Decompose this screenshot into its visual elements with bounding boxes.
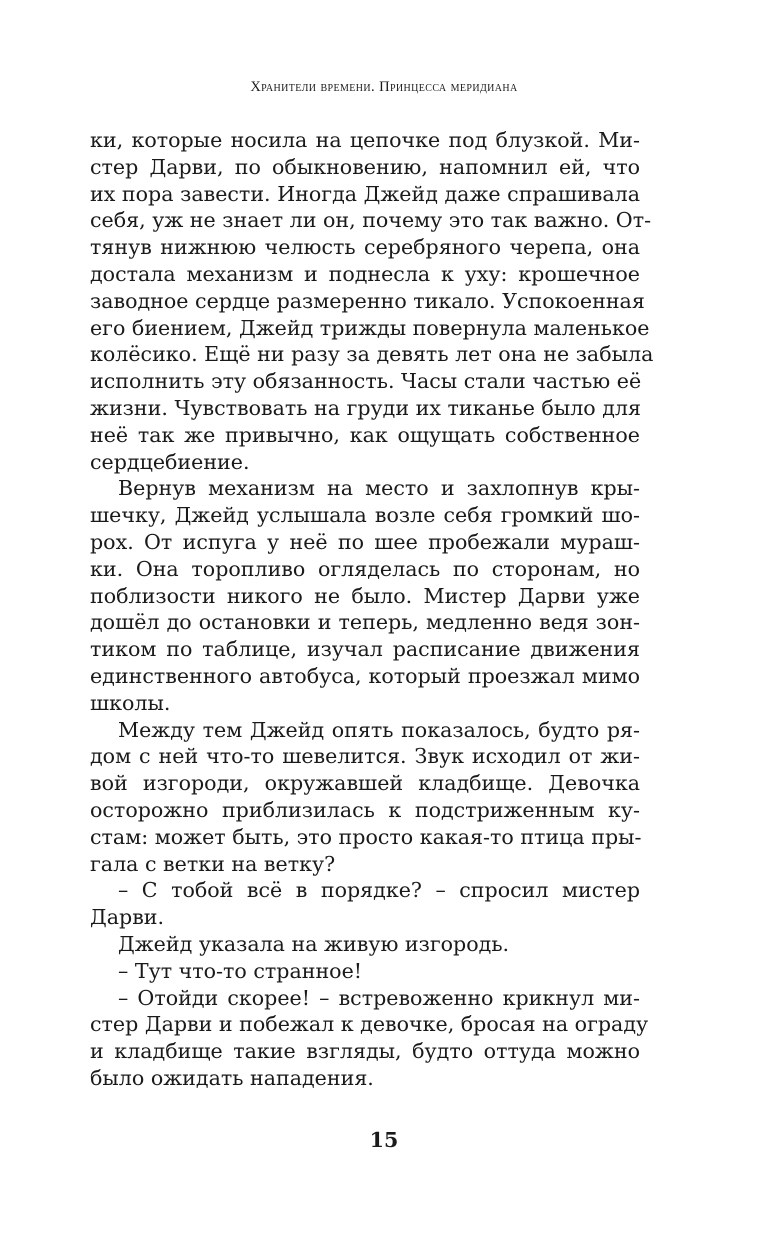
text-line: ки. Она торопливо огляделась по сторонам, но (90, 556, 640, 581)
text-line: поблизости никого не было. Мистер Дарви уже (90, 583, 640, 608)
text-line: тянув нижнюю челюсть серебряного черепа, она (90, 235, 640, 260)
text-line: сердцебиение. (90, 449, 250, 474)
text-line: колёсико. Ещё ни разу за девять лет она не забыла (90, 342, 654, 367)
text-line: неё так же привычно, как ощущать собственное (90, 422, 640, 447)
text-line: рох. От испуга у неё по шее пробежали мураш- (90, 529, 640, 554)
text-line: ки, которые носила на цепочке под блузкой. Ми- (90, 128, 640, 152)
text-line: стер Дарви, по обыкновению, напомнил ей, что (90, 154, 640, 179)
text-line: дом с ней что-то шевелится. Звук исходил от жи- (90, 744, 640, 769)
text-line: исполнить эту обязанность. Часы стали частью её (90, 369, 642, 394)
text-line: тиком по таблице, изучал расписание движения (90, 637, 640, 662)
page-number: 15 (369, 1128, 399, 1152)
text-line: достала механизм и поднесла к уху: крошечное (90, 261, 640, 286)
text-line: Вернув механизм на место и захлопнув кры- (118, 476, 640, 501)
text-line: школы. (90, 690, 171, 715)
text-line: единственного автобуса, который проезжал мимо (90, 663, 640, 688)
text-line: Между тем Джейд опять показалось, будто ря- (118, 717, 640, 742)
text-line: Дарви. (90, 905, 165, 930)
text-line: гала с ветки на ветку? (90, 851, 336, 876)
body-text (90, 127, 654, 1092)
text-line: жизни. Чувствовать на груди их тиканье было для (90, 395, 642, 420)
running-head: Хранители времени. Принцесса меридиана (250, 79, 518, 95)
text-line: их пора завести. Иногда Джейд даже спрашивала (90, 181, 640, 206)
text-line: было ожидать нападения. (90, 1065, 374, 1090)
text-line: – Тут что-то странное! (118, 958, 363, 983)
text-line: стер Дарви и побежал к девочке, бросая на ограду (90, 1012, 649, 1037)
text-line: осторожно приблизилась к подстриженным ку- (90, 797, 640, 822)
text-line: шечку, Джейд услышала возле себя громкий шо- (90, 503, 640, 528)
text-line: его биением, Джейд трижды повернула маленькое (90, 315, 650, 340)
text-line: дошёл до остановки и теперь, медленно ведя зон- (90, 610, 640, 635)
text-line: – Отойди скорее! – встревоженно крикнул ми- (118, 985, 640, 1010)
text-line: стам: может быть, это просто какая-то птица пры- (90, 824, 642, 849)
text-line: вой изгороди, окружавшей кладбище. Девочка (90, 771, 640, 796)
text-line: и кладбище такие взгляды, будто оттуда можно (90, 1039, 640, 1064)
text-line: Джейд указала на живую изгородь. (118, 931, 510, 956)
text-line: себя, уж не знает ли он, почему это так важно. От- (90, 208, 652, 233)
text-line: – С тобой всё в порядке? – спросил мистер (118, 878, 640, 903)
text-line: заводное сердце размеренно тикало. Успокоенная (90, 288, 645, 313)
